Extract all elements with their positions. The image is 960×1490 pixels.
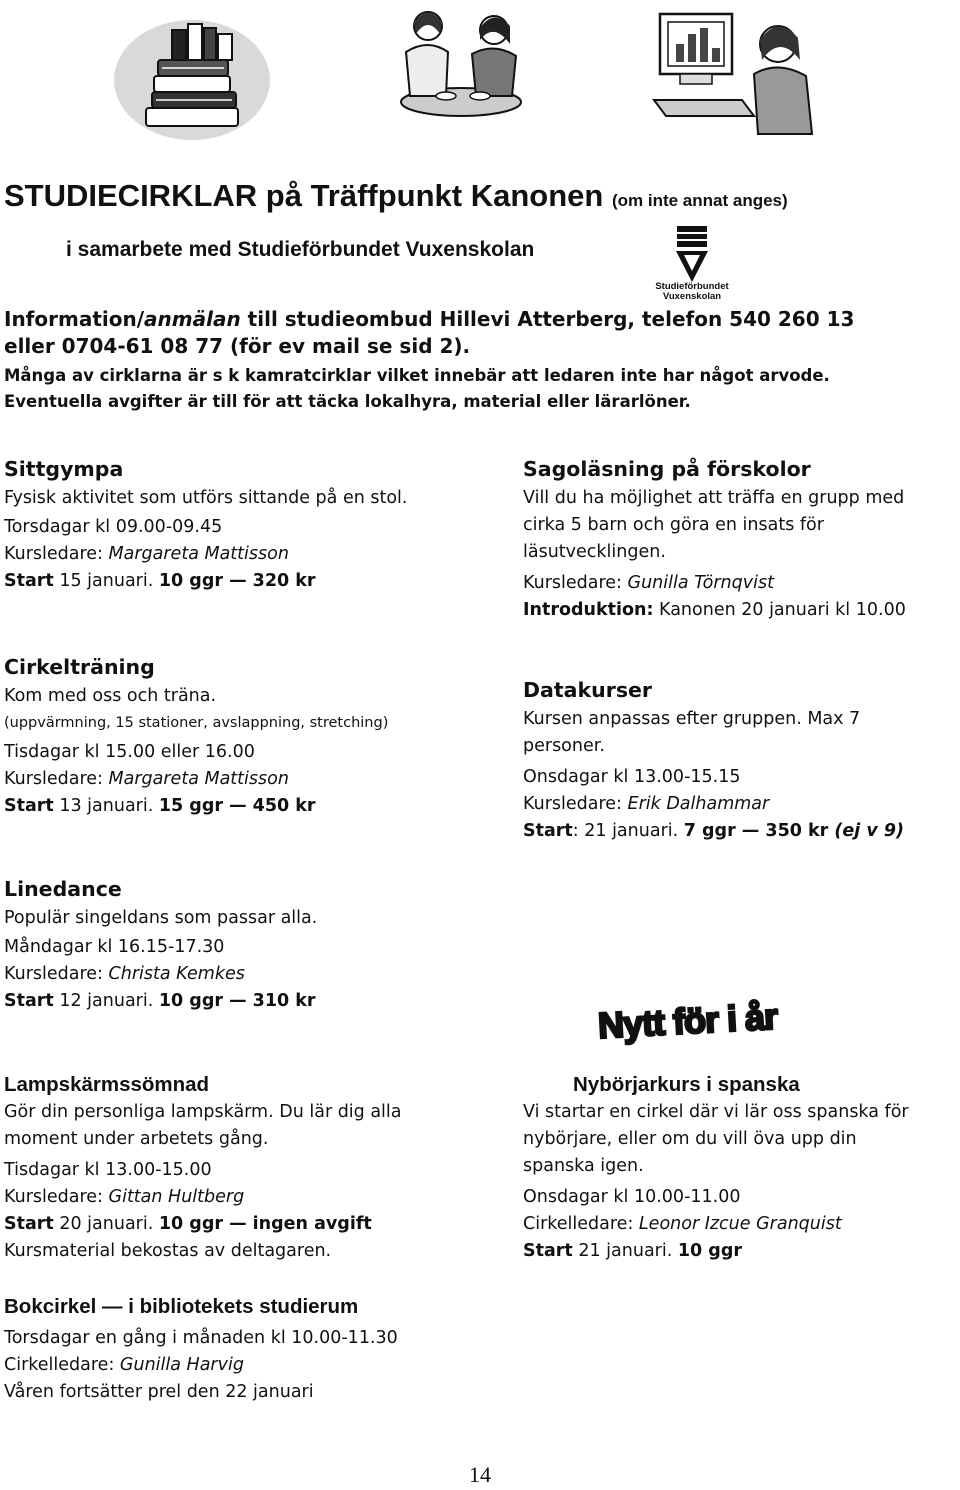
books-clipart (112, 8, 272, 140)
logo-line2: Vuxenskolan (662, 291, 722, 302)
section-note: Våren fortsätter prel den 22 januari (4, 1382, 314, 1402)
section-desc: Kom med oss och träna. (4, 686, 217, 706)
info-line4: Eventuella avgifter är till för att täcka lokalhyra, material eller lärarlöner. (4, 392, 691, 411)
section-heading: Bokcirkel — i bibliotekets studierum (4, 1295, 359, 1318)
section-leader: Cirkelledare: Gunilla Harvig (4, 1355, 244, 1375)
section-heading: Linedance (4, 877, 122, 901)
nytt-label: Nytt för i år (597, 995, 778, 1047)
section-detail: (uppvärmning, 15 stationer, avslappning, stretching) (4, 715, 389, 731)
section-leader: Kursledare: Erik Dalhammar (523, 794, 770, 814)
section-start: Start 21 januari. 10 ggr (523, 1241, 742, 1261)
info-line1: Information/anmälan till studieombud Hillevi Atterberg, telefon 540 260 13 (4, 307, 855, 331)
section-start: Start 20 januari. 10 ggr — ingen avgift (4, 1214, 372, 1234)
women-coffee-clipart (376, 4, 546, 124)
title-note: (om inte annat anges) (611, 191, 788, 210)
section-linedance (4, 875, 317, 1015)
computer-user-clipart (650, 4, 820, 140)
section-heading: Lampskärmssömnad (4, 1073, 210, 1096)
subtitle: i samarbete med Studieförbundet Vuxenskolan (66, 238, 535, 261)
section-spanska (523, 1070, 909, 1265)
section-heading: Sagoläsning på förskolor (523, 457, 811, 481)
section-heading: Sittgympa (4, 457, 124, 481)
info-block (4, 306, 954, 360)
section-datakurser (523, 676, 904, 845)
section-heading: Nybörjarkurs i spanska (573, 1073, 800, 1096)
section-start: Start: 21 januari. 7 ggr — 350 kr (ej v 9) (523, 821, 905, 841)
info-note (4, 363, 954, 415)
section-start: Start 12 januari. 10 ggr — 310 kr (4, 991, 316, 1011)
info-line2: eller 0704-61 08 77 (för ev mail se sid 2). (4, 334, 471, 358)
section-leader: Kursledare: Margareta Mattisson (4, 769, 289, 789)
logo-line1: Studieförbundet (655, 281, 729, 292)
section-intro: Introduktion: Kanonen 20 januari kl 10.00 (523, 600, 906, 620)
title-main: STUDIECIRKLAR på Träffpunkt Kanonen (4, 178, 604, 213)
section-material: Kursmaterial bekostas av deltagaren. (4, 1241, 332, 1261)
page-number: 14 (469, 1462, 491, 1487)
section-time: Torsdagar en gång i månaden kl 10.00-11.30 (4, 1328, 398, 1348)
section-desc-2: personer. (523, 736, 605, 756)
section-desc-2: moment under arbetets gång. (4, 1129, 269, 1149)
section-leader: Kursledare: Christa Kemkes (4, 964, 245, 984)
section-sagolasning (523, 455, 906, 624)
section-time: Tisdagar kl 15.00 eller 16.00 (4, 742, 255, 762)
section-desc: Fysisk aktivitet som utförs sittande på en stol. (4, 488, 408, 508)
section-leader: Cirkelledare: Leonor Izcue Granquist (523, 1214, 842, 1234)
section-desc-1: Vi startar en cirkel där vi lär oss spanska för (523, 1102, 909, 1122)
section-desc-2: cirka 5 barn och göra en insats för (523, 515, 824, 535)
section-desc-1: Vill du ha möjlighet att träffa en grupp med (523, 488, 905, 508)
section-desc-3: läsutvecklingen. (523, 542, 666, 562)
page-title (4, 178, 788, 214)
section-time: Tisdagar kl 13.00-15.00 (4, 1160, 212, 1180)
section-leader: Kursledare: Gunilla Törnqvist (523, 573, 774, 593)
section-desc-1: Gör din personliga lampskärm. Du lär dig alla (4, 1102, 402, 1122)
section-desc: Populär singeldans som passar alla. (4, 908, 318, 928)
section-heading: Datakurser (523, 678, 653, 702)
section-lampskarm (4, 1070, 402, 1265)
section-start: Start 13 januari. 15 ggr — 450 kr (4, 796, 316, 816)
section-leader: Kursledare: Gittan Hultberg (4, 1187, 245, 1207)
info-line3: Många av cirklarna är s k kamratcirklar vilket innebär att ledaren inte har något arvode. (4, 366, 830, 385)
section-sittgympa (4, 455, 407, 595)
section-bokcirkel (4, 1292, 398, 1406)
section-time: Onsdagar kl 10.00-11.00 (523, 1187, 741, 1207)
section-start: Start 15 januari. 10 ggr — 320 kr (4, 571, 316, 591)
vuxenskolan-logo (650, 224, 734, 304)
section-cirkeltraning (4, 653, 388, 820)
section-leader: Kursledare: Margareta Mattisson (4, 544, 289, 564)
section-desc-2: nybörjare, eller om du vill öva upp din (523, 1129, 857, 1149)
nytt-for-i-ar-badge (594, 990, 844, 1054)
section-time: Måndagar kl 16.15-17.30 (4, 937, 225, 957)
section-desc-3: spanska igen. (523, 1156, 644, 1176)
sv-logo-icon (650, 224, 734, 282)
section-heading: Cirkelträning (4, 655, 155, 679)
section-desc-1: Kursen anpassas efter gruppen. Max 7 (523, 709, 861, 729)
section-time: Onsdagar kl 13.00-15.15 (523, 767, 741, 787)
section-time: Torsdagar kl 09.00-09.45 (4, 517, 223, 537)
